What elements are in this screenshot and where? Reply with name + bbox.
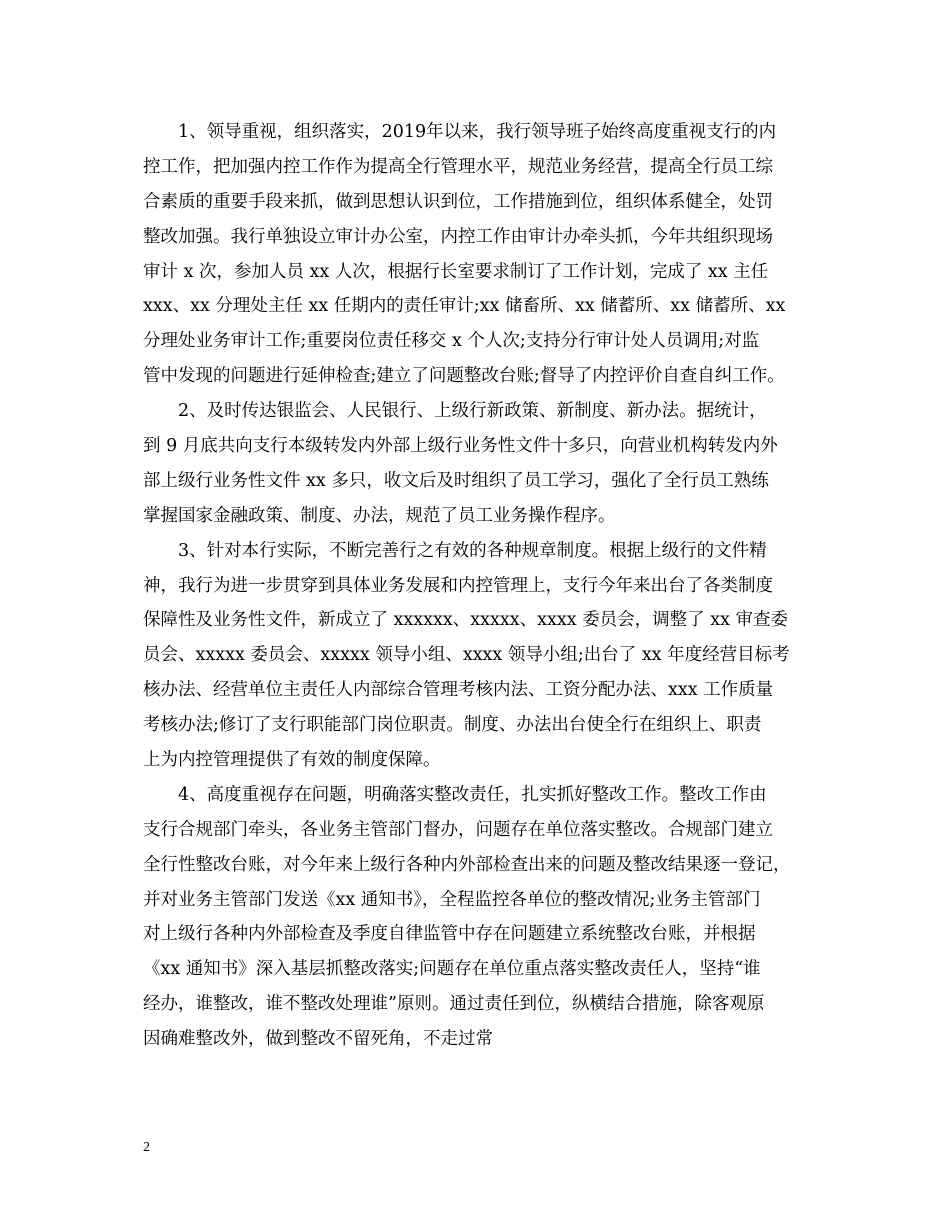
text-line: 审计 x 次，参加人员 xx 人次，根据行长室要求制订了工作计划，完成了 xx 主任 [143, 261, 769, 282]
text-line: 到 9 月底共向支行本级转发内外部上级行业务性文件十多只，向营业机构转发内外 [143, 436, 778, 457]
text-line: 考核办法;修订了支行职能部门岗位职责。制度、办法出台使全行在组织上、职责 [143, 715, 762, 736]
text-line: 管中发现的问题进行延伸检查;建立了问题整改台账;督导了内控评价自查自纠工作。 [143, 366, 785, 387]
document-body [143, 115, 823, 1057]
text-line: 控工作，把加强内控工作作为提高全行管理水平，规范业务经营，提高全行员工综 [143, 156, 773, 177]
text-line: 分理处业务审计工作;重要岗位责任移交 x 个人次;支持分行审计处人员调用;对监 [143, 331, 760, 352]
text-line: 对上级行各种内外部检查及季度自律监管中存在问题建立系统整改台账，并根据 [143, 924, 756, 945]
page-number: 2 [143, 1140, 150, 1155]
text-line: 3、针对本行实际，不断完善行之有效的各种规章制度。根据上级行的文件精 [143, 540, 767, 561]
text-line: 《xx 通知书》深入基层抓整改落实;问题存在单位重点落实整改责任人，坚持“谁 [143, 959, 761, 980]
text-line: 员会、xxxxx 委员会、xxxxx 领导小组、xxxx 领导小组;出台了 xx 年度经营目标考 [143, 645, 790, 666]
text-line: 并对业务主管部门发送《xx 通知书》，全程监控各单位的整改情况;业务主管部门 [143, 889, 761, 910]
text-line: 因确难整改外，做到整改不留死角，不走过常 [143, 1029, 493, 1050]
text-line: 1、领导重视，组织落实，2019年以来，我行领导班子始终高度重视支行的内 [143, 122, 777, 142]
text-line: 上为内控管理提供了有效的制度保障。 [143, 750, 441, 771]
text-line: 全行性整改台账，对今年来上级行各种内外部检查出来的问题及整改结果逐一登记， [143, 854, 791, 875]
text-line: 部上级行业务性文件 xx 多只，收文后及时组织了员工学习，强化了全行员工熟练 [143, 470, 769, 491]
text-line: 核办法、经营单位主责任人内部综合管理考核内法、工资分配办法、xxx 工作质量 [143, 680, 774, 701]
text-line: 保障性及业务性文件，新成立了 xxxxxx、xxxxx、xxxx 委员会，调整了 xx 审查委 [143, 610, 789, 631]
text-line: 掌握国家金融政策、制度、办法，规范了员工业务操作程序。 [143, 505, 616, 526]
text-line: 2、及时传达银监会、人民银行、上级行新政策、新制度、新办法。据统计， [143, 401, 767, 422]
text-line: 整改加强。我行单独设立审计办公室，内控工作由审计办牵头抓，今年共组织现场 [143, 226, 773, 247]
text-line: 神，我行为进一步贯穿到具体业务发展和内控管理上，支行今年来出台了各类制度 [143, 575, 773, 596]
text-line: 4、高度重视存在问题，明确落实整改责任，扎实抓好整改工作。整改工作由 [143, 784, 767, 805]
text-line: xxx、xx 分理处主任 xx 任期内的责任审计;xx 储畜所、xx 储蓄所、xx 储蓄所、xx [143, 296, 786, 317]
text-line: 支行合规部门牵头，各业务主管部门督办，问题存在单位落实整改。合规部门建立 [143, 819, 773, 840]
text-line: 经办，谁整改，谁不整改处理谁”原则。通过责任到位，纵横结合措施，除客观原 [143, 994, 765, 1015]
text-line: 合素质的重要手段来抓，做到思想认识到位，工作措施到位，组织体系健全，处罚 [143, 191, 773, 212]
